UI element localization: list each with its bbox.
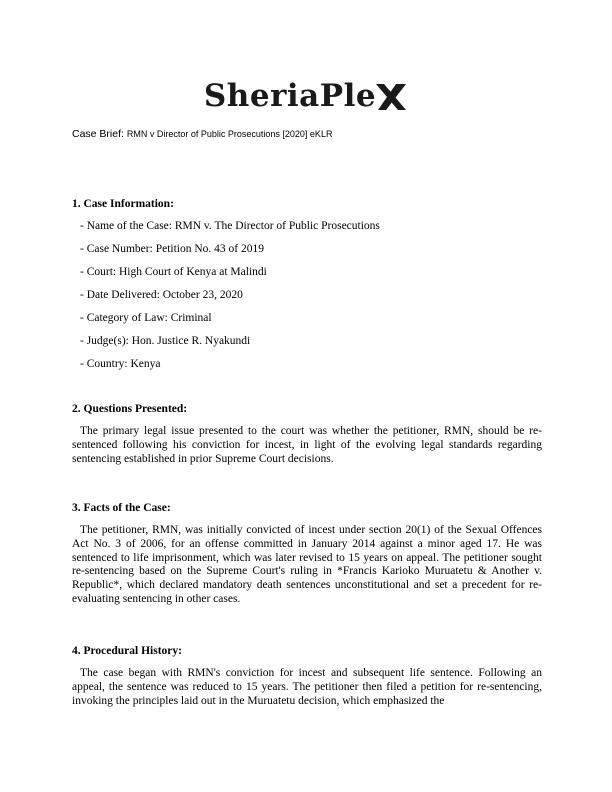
- case-info-item: - Case Number: Petition No. 43 of 2019: [80, 243, 264, 255]
- case-info-item: - Date Delivered: October 23, 2020: [80, 289, 243, 301]
- case-brief-line: [72, 128, 332, 140]
- section-paragraph: The petitioner, RMN, was initially convicted of incest under section 20(1) of the Sexual Offences Act No. 3 of 2006, for an offense committed in January 2014 against a minor aged 17. He was sentenced to life imprisonment, which was later revised to 15 years on appeal. The petitioner sought re-sentencing based on the Supreme Court's ruling in *Francis Karioko Muruatetu & Another v. Republic*, which declared mandatory death sentences unconstitutional and set a precedent for re-evaluating sentencing in other cases.: [72, 524, 542, 605]
- case-info-item: - Judge(s): Hon. Justice R. Nyakundi: [80, 335, 251, 347]
- questions-presented-section: [72, 403, 542, 466]
- sheriaplex-logo: [0, 78, 612, 114]
- section-heading: 2. Questions Presented:: [72, 403, 188, 415]
- case-info-item: - Court: High Court of Kenya at Malindi: [80, 266, 267, 278]
- section-paragraph: The primary legal issue presented to the court was whether the petitioner, RMN, should be re-sentenced following his conviction for incest, in light of the evolving legal standards regarding sentencing established in prior Supreme Court decisions.: [72, 425, 542, 465]
- case-info-item: - Country: Kenya: [80, 358, 161, 370]
- section-heading: 3. Facts of the Case:: [72, 502, 171, 514]
- procedural-history-section: [72, 645, 542, 708]
- case-info-item: - Name of the Case: RMN v. The Director of Public Prosecutions: [80, 220, 380, 232]
- case-information-section: [72, 198, 542, 380]
- section-heading: 4. Procedural History:: [72, 645, 182, 657]
- logo-text: SheriaPle: [203, 78, 377, 114]
- section-paragraph: The case began with RMN's conviction for incest and subsequent life sentence. Following an appeal, the sentence was reduced to 15 years. The petitioner then filed a petition for re-sentencing, invoking the principles laid out in the Muruatetu decision, which emphasized the: [72, 667, 542, 707]
- case-info-item: - Category of Law: Criminal: [80, 312, 212, 324]
- logo-x-mark: [374, 82, 408, 112]
- brief-label: Case Brief:: [72, 128, 127, 140]
- facts-section: [72, 502, 542, 607]
- section-heading: 1. Case Information:: [72, 198, 174, 210]
- brief-title: RMN v Director of Public Prosecutions [2020] eKLR: [126, 129, 333, 139]
